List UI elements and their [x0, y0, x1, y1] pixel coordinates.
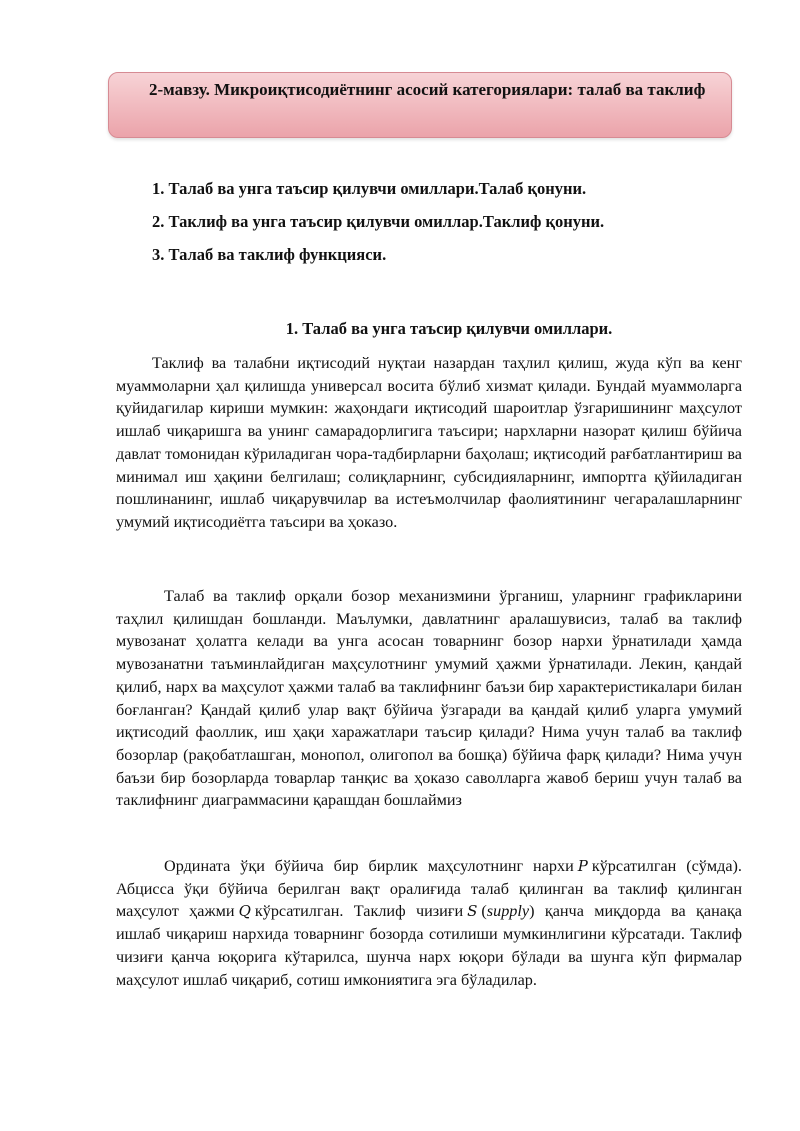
topic-title: 2-мавзу. Микроиқтисодиётнинг асосий категориялари: талаб ва таклиф	[149, 80, 706, 99]
outline-item-3: 3. Талаб ва таклиф функцияси.	[152, 245, 387, 264]
price-variable: P	[577, 857, 588, 875]
paragraph-1: Таклиф ва талабни иқтисодий нуқтаи назардан таҳлил қилиш, жуда кўп ва кенг муаммоларни ҳал қилишда универсал восита бўлиб хизмат қилади. Бундай муаммоларга қуйидагилар кириши мумкин: жаҳондаги иқтисодий шароитлар ўзгаришининг маҳсулот ишлаб чиқаришга ва унинг самарадорлигига таъсири; нархларни назорат қилиш бўйича давлат томонидан кўриладиган чора-тадбирларни баҳолаш; иқтисодий рағбатлантириш ва минимал иш ҳақини белгилаш; солиқларнинг, субсидияларнинг, импортга қўйиладиган пошлинанинг, ишлаб чиқарувчилар ва истеъмолчилар фаолиятининг чегаралашларнинг умумий иқтисодиётга таъсири ва ҳоказо.	[116, 354, 742, 531]
topic-outline	[152, 178, 604, 277]
topic-banner	[108, 72, 732, 138]
paragraph-2: Талаб ва таклиф орқали бозор механизмини ўрганиш, уларнинг графикларини таҳлил қилишдан бошланди. Маълумки, давлатнинг аралашувисиз, талаб ва таклиф мувозанат ҳолатга келади ва унга асосан товарнинг бозор нархи ўрнатилади ҳамда мувозанатни таъминлайдиган маҳсулотнинг умумий ҳажми ўрнатилади. Лекин, қандай қилиб, нарх ва маҳсулот ҳажми талаб ва таклифнинг баъзи бир характеристикалари билан боғланган? Қандай қилиб улар вақт бўйича ўзгаради ва қандай қилиб уларга умумий иқтисодий фаоллик, иш ҳақи харажатлари таъсир қилади? Нима учун талаб ва таклиф бозорлар (рақобатлашган, монопол, олигопол ва бошқа) бўйича фарқ қилади? Нима учун баъзи бир бозорларда товарлар танқис ва ҳоказо саволларга жавоб бериш учун талаб ва таклифнинг диаграммасини қарашдан бошлаймиз	[116, 587, 742, 810]
supply-term: supply	[486, 902, 530, 921]
section-heading: 1. Талаб ва унга таъсир қилувчи омиллари.	[285, 319, 613, 338]
paragraph-3-open-paren: (	[481, 902, 487, 921]
paragraph-3-text-3: кўрсатилган. Таклиф чизиғи	[254, 902, 464, 921]
quantity-variable: Q	[238, 902, 251, 921]
paragraph-3-text-2: кўрсатилган (сўмда). Абцисса ўқи бўйича берилган вақт оралиғида талаб қилинган ва таклиф қилинган маҳсулот ҳажми	[116, 857, 742, 921]
supply-variable: S	[467, 902, 478, 921]
paragraph-3-text-4: ) қанча миқдорда ва қанақа ишлаб чиқариш нархида товарнинг бозорда сотилиши мумкинлигини кўрсатади. Таклиф чизиғи қанча юқорига кўтарилса, шунча нарх юқори бўлади ва шунга кўп фирмалар маҳсулот ишлаб чиқариб, сотиш имкониятига эга бўладилар.	[116, 902, 742, 989]
paragraph-3-text-1: Ордината ўқи бўйича бир бирлик маҳсулотнинг нархи	[164, 857, 574, 875]
outline-item-1: 1. Талаб ва унга таъсир қилувчи омиллари.Талаб қонуни.	[152, 179, 587, 198]
paragraph-3	[116, 855, 742, 991]
outline-item-2: 2. Таклиф ва унга таъсир қилувчи омиллар.Таклиф қонуни.	[152, 212, 605, 231]
